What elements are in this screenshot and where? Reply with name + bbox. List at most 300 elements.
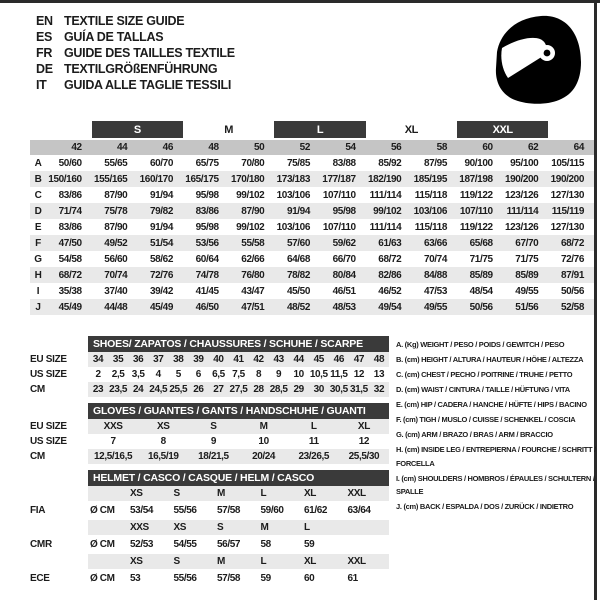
subtable-cell: M — [259, 421, 268, 432]
size-cell: 75/85 — [286, 157, 310, 169]
subtable-cell: 29 — [293, 384, 304, 395]
size-col-header: 50 — [254, 142, 265, 153]
size-cell: 119/122 — [459, 221, 493, 233]
size-cell: 115/118 — [414, 221, 447, 233]
subtable-row — [30, 419, 389, 434]
size-cell: 41/45 — [195, 285, 219, 297]
subtable-cell: 42 — [253, 354, 264, 365]
size-row-label: D — [34, 205, 42, 217]
subtable-cell: 31,5 — [349, 384, 368, 395]
size-cell: 76/80 — [241, 269, 265, 281]
size-cell: 91/94 — [286, 205, 310, 217]
helmet-unit-cell: Ø CM — [90, 505, 115, 516]
size-cell: 55/65 — [104, 157, 128, 169]
size-col-header: 64 — [573, 142, 584, 153]
helmet-value-cell: 57/58 — [217, 505, 241, 516]
subtable-cell: 7,5 — [232, 369, 245, 380]
helmet-size-cell: L — [304, 522, 310, 533]
size-cell: 55/58 — [241, 237, 265, 249]
size-cell: 83/86 — [58, 189, 82, 201]
size-cell: 62/66 — [241, 253, 265, 265]
size-cell: 95/98 — [195, 189, 219, 201]
subtable-cell: 27,5 — [229, 384, 248, 395]
subtable-cell: 45 — [313, 354, 324, 365]
subtable-row-body — [88, 419, 389, 434]
size-cell: 90/100 — [464, 157, 493, 169]
size-cell: 35/38 — [58, 285, 82, 297]
size-cell: 59/62 — [332, 237, 356, 249]
helmet-standard-label: FIA — [30, 505, 46, 516]
size-col-header: 44 — [117, 142, 128, 153]
subtable-cell: 43 — [273, 354, 284, 365]
size-col-header: 48 — [208, 142, 219, 153]
size-cell: 74/78 — [195, 269, 219, 281]
helmet-icon — [487, 12, 587, 108]
size-cell: 46/50 — [195, 301, 219, 313]
size-cell: 67/70 — [515, 237, 539, 249]
size-row — [30, 235, 594, 251]
size-cell: 58/62 — [149, 253, 173, 265]
size-cell: 95/100 — [510, 157, 539, 169]
size-cell: 85/89 — [515, 269, 539, 281]
size-cell: 51/56 — [515, 301, 539, 313]
size-cell: 123/126 — [504, 189, 539, 201]
size-col-header: 60 — [482, 142, 493, 153]
size-cell: 111/114 — [369, 189, 402, 201]
spacer — [30, 336, 88, 352]
legend — [396, 338, 596, 515]
size-cell: 65/75 — [195, 157, 219, 169]
helmet-size-cell: XXS — [130, 522, 149, 533]
helmet-value-cell: 55/56 — [173, 505, 197, 516]
subtable-cell: S — [210, 421, 217, 432]
size-cell: 127/130 — [550, 221, 584, 233]
subtable-cell: 16,5/19 — [147, 451, 179, 462]
helmet-sizes-body — [88, 554, 389, 569]
subtable-cell: 5 — [175, 369, 181, 380]
size-row-label: F — [35, 237, 41, 249]
helmet-standard-label: CMR — [30, 539, 52, 550]
subtable-row — [30, 367, 389, 382]
subtable-cell: 39 — [193, 354, 204, 365]
size-cell: 107/110 — [322, 189, 356, 201]
size-row — [30, 203, 594, 219]
subtable-row-label: CM — [30, 451, 45, 462]
language-code: ES — [36, 30, 53, 44]
spacer — [30, 486, 88, 501]
helmet-values-row — [30, 501, 389, 520]
size-cell: 50/56 — [560, 285, 584, 297]
size-cell: 107/110 — [459, 205, 493, 217]
helmet-size-cell: XXL — [347, 488, 366, 499]
subtable-cell: 47 — [353, 354, 365, 365]
subtable-cell: XXS — [103, 421, 123, 432]
size-cell: 150/160 — [48, 173, 82, 185]
size-row-label: E — [34, 221, 42, 233]
size-cell: 111/114 — [369, 221, 402, 233]
size-row-label: I — [36, 285, 40, 297]
helmet-value-cell: 52/53 — [130, 539, 154, 550]
helmet-value-cell: 58 — [260, 539, 271, 550]
subtable-cell: 7 — [110, 436, 116, 447]
helmet-values-body — [88, 569, 389, 588]
size-cell: 65/68 — [469, 237, 493, 249]
size-cell: 71/75 — [469, 253, 493, 265]
helmet-sizes-row — [30, 520, 389, 535]
helmet-sizes-row — [30, 486, 389, 501]
subtable-cell: 6 — [195, 369, 201, 380]
language-label: GUIDA ALLE TAGLIE TESSILI — [64, 78, 232, 92]
size-cell: 87/95 — [423, 157, 447, 169]
subtable-cell: 28 — [253, 384, 264, 395]
language-label: TEXTILE SIZE GUIDE — [64, 14, 185, 28]
size-cell: 83/88 — [332, 157, 356, 169]
size-cell: 64/68 — [286, 253, 310, 265]
helmet-size-cell: XS — [130, 556, 143, 567]
helmet-value-cell: 63/64 — [347, 505, 371, 516]
subtable-row-body — [88, 449, 389, 464]
subtable-cell: 11,5 — [330, 369, 348, 380]
helmet-value-cell: 53/54 — [130, 505, 154, 516]
size-cell: 49/54 — [378, 301, 402, 313]
subtable-cell: 44 — [293, 354, 304, 365]
subtable-cell: 4 — [155, 369, 161, 380]
helmet-size-cell: L — [260, 488, 267, 499]
helmet-unit-cell: Ø CM — [90, 539, 115, 550]
size-cell: 63/66 — [423, 237, 447, 249]
helmet-sizes-body — [88, 520, 389, 535]
size-cell: 103/106 — [413, 205, 447, 217]
helmet-size-cell: XS — [130, 488, 143, 499]
subtable-cell: L — [310, 421, 317, 432]
size-cell: 85/89 — [469, 269, 493, 281]
size-row — [30, 171, 594, 187]
size-cell: 83/86 — [195, 205, 219, 217]
size-cell: 115/118 — [414, 189, 447, 201]
language-list — [36, 13, 235, 93]
helmet-values-body — [88, 501, 389, 520]
size-cell: 52/58 — [560, 301, 584, 313]
subtable-cell: 46 — [333, 354, 344, 365]
language-code: DE — [36, 62, 53, 76]
subtable-cell: 12,5/16,5 — [94, 451, 133, 462]
size-row-label: A — [34, 157, 42, 169]
shoes-title-bar: SHOES/ ZAPATOS / CHAUSSURES / SCHUHE / SCARPE — [88, 336, 389, 352]
subtable-cell: 35 — [112, 354, 124, 365]
subtable-cell: 8 — [255, 369, 262, 380]
size-cell: 61/63 — [378, 237, 402, 249]
subtable-cell: 34 — [92, 354, 104, 365]
size-cell: 190/200 — [504, 173, 539, 185]
size-row — [30, 219, 594, 235]
size-cell: 49/55 — [423, 301, 447, 313]
subtable-cell: 25,5/30 — [348, 451, 380, 462]
subtable-row-body — [88, 434, 389, 449]
helmet-values-row — [30, 535, 389, 554]
size-row — [30, 155, 594, 171]
size-cell: 72/76 — [149, 269, 173, 281]
language-label: TEXTILGRÖßENFÜHRUNG — [64, 62, 218, 76]
size-cell: 37/40 — [104, 285, 128, 297]
size-cell: 84/88 — [423, 269, 447, 281]
size-cell: 57/60 — [286, 237, 310, 249]
helmet-value-cell: 56/57 — [217, 539, 241, 550]
size-cell: 87/90 — [241, 205, 265, 217]
size-columns-header — [30, 140, 594, 155]
helmet-size-cell: L — [260, 556, 267, 567]
size-cell: 54/58 — [58, 253, 82, 265]
language-code: IT — [36, 78, 47, 92]
size-row — [30, 283, 594, 299]
spacer — [30, 470, 88, 486]
size-cell: 46/51 — [332, 285, 356, 297]
size-cell: 170/180 — [230, 173, 265, 185]
size-cell: 103/106 — [276, 221, 310, 233]
size-cell: 103/106 — [276, 189, 310, 201]
size-col-header: 42 — [71, 142, 82, 153]
size-band: XXL — [457, 121, 548, 138]
size-col-header: 46 — [162, 142, 173, 153]
size-cell: 79/82 — [149, 205, 173, 217]
helmet-value-cell: 60 — [304, 573, 315, 584]
size-cell: 155/165 — [93, 173, 128, 185]
size-cell: 56/60 — [104, 253, 128, 265]
subtable-row-body — [88, 367, 389, 382]
size-col-header: 54 — [345, 142, 356, 153]
size-cell: 50/60 — [58, 157, 82, 169]
subtable-cell: 23/26,5 — [298, 451, 330, 462]
subtable-cell: 10 — [293, 369, 304, 380]
subtable-cell: 20/24 — [252, 451, 276, 462]
subtable-row — [30, 434, 389, 449]
helmet-sizes-body — [88, 486, 389, 501]
subtable-row-label: EU SIZE — [30, 421, 67, 432]
legend-item: B. (cm) HEIGHT / ALTURA / HAUTEUR / HÖHE / ALTEZZA — [396, 355, 584, 364]
spacer — [30, 554, 88, 569]
subtable-cell: 32 — [373, 384, 385, 395]
size-row-label: B — [34, 173, 42, 185]
language-row — [36, 45, 235, 61]
size-row — [30, 251, 594, 267]
size-cell: 48/52 — [286, 301, 310, 313]
subtable-cell: 9 — [210, 436, 216, 447]
subtable-cell: 36 — [132, 354, 144, 365]
subtable-cell: 8 — [160, 436, 166, 447]
subtable-cell: 30 — [313, 384, 324, 395]
subtable-cell: 23,5 — [109, 384, 128, 395]
legend-item: C. (cm) CHEST / PECHO / POITRINE / TRUHE / PETTO — [396, 370, 573, 379]
gloves-title-bar: GLOVES / GUANTES / GANTS / HANDSCHUHE / GUANTI — [88, 403, 389, 419]
language-code: EN — [36, 14, 53, 28]
size-cell: 45/50 — [286, 285, 310, 297]
size-cell: 177/187 — [322, 173, 356, 185]
size-cell: 99/102 — [236, 221, 265, 233]
shoes-table — [30, 336, 389, 397]
subtable-row-label: US SIZE — [30, 436, 67, 447]
subtable-row — [30, 352, 389, 367]
language-label: GUÍA DE TALLAS — [64, 30, 164, 44]
subtable-cell: 18/21,5 — [198, 451, 229, 462]
subtable-cell: XL — [357, 421, 370, 432]
top-border — [0, 0, 600, 3]
helmet-size-cell: M — [217, 556, 225, 567]
helmet-size-cell: S — [217, 522, 224, 533]
size-row — [30, 187, 594, 203]
helmet-title-bar: HELMET / CASCO / CASQUE / HELM / CASCO — [88, 470, 389, 486]
size-row — [30, 267, 594, 283]
subtable-cell: 41 — [233, 354, 244, 365]
language-code: FR — [36, 46, 53, 60]
size-cell: 47/51 — [241, 301, 265, 313]
subtable-cell: 38 — [173, 354, 184, 365]
size-cell: 190/200 — [550, 173, 584, 185]
helmet-value-cell: 54/55 — [173, 539, 197, 550]
subtable-cell: 9 — [276, 369, 282, 380]
size-band: M — [224, 123, 234, 136]
size-cell: 95/98 — [195, 221, 219, 233]
size-cell: 115/119 — [551, 205, 584, 217]
subtable-cell: 11 — [308, 436, 319, 447]
subtable-row — [30, 382, 389, 397]
size-cell: 185/195 — [413, 173, 447, 185]
subtable-cell: 6,5 — [212, 369, 225, 380]
helmet-unit-cell: Ø CM — [90, 573, 115, 584]
size-cell: 66/70 — [332, 253, 356, 265]
helmet-standard-label: ECE — [30, 573, 50, 584]
size-cell: 91/94 — [149, 221, 173, 233]
size-cell: 85/92 — [378, 157, 402, 169]
main-size-table — [30, 121, 594, 315]
size-cell: 75/78 — [104, 205, 128, 217]
size-cell: 47/50 — [58, 237, 82, 249]
subtable-row-label: EU SIZE — [30, 354, 67, 365]
size-cell: 70/74 — [104, 269, 128, 281]
language-label: GUIDE DES TAILLES TEXTILE — [64, 46, 235, 60]
size-cell: 47/53 — [423, 285, 447, 297]
size-cell: 70/80 — [241, 157, 265, 169]
spacer — [30, 403, 88, 419]
size-cell: 91/94 — [149, 189, 173, 201]
size-col-header: 62 — [528, 142, 539, 153]
helmet-value-cell: 53 — [130, 573, 141, 584]
subtable-cell: 24,5 — [149, 384, 168, 395]
size-cell: 48/53 — [332, 301, 356, 313]
size-cell: 71/75 — [515, 253, 539, 265]
size-cell: 53/56 — [195, 237, 219, 249]
size-cell: 45/49 — [149, 301, 173, 313]
subtable-cell: 2,5 — [111, 369, 125, 380]
helmet-size-cell: XS — [173, 522, 187, 533]
subtable-cell: 2 — [95, 369, 101, 380]
size-cell: 43/47 — [241, 285, 265, 297]
size-row-label: H — [34, 269, 42, 281]
size-cell: 51/54 — [149, 237, 173, 249]
subtable-cell: 27 — [213, 384, 224, 395]
subtable-cell: 13 — [373, 369, 385, 380]
helmet-size-cell: XL — [304, 556, 316, 567]
legend-item: D. (cm) WAIST / CINTURA / TAILLE / HÜFTUNG / VITA — [396, 385, 570, 394]
language-row — [36, 29, 235, 45]
size-cell: 44/48 — [104, 301, 128, 313]
helmet-values-body — [88, 535, 389, 554]
helmet-size-cell: M — [260, 522, 269, 533]
size-cell: 68/72 — [58, 269, 82, 281]
size-col-header: 58 — [436, 142, 447, 153]
helmet-sizes-row — [30, 554, 389, 569]
size-cell: 107/110 — [322, 221, 356, 233]
size-cell: 99/102 — [373, 205, 402, 217]
size-cell: 187/198 — [459, 173, 493, 185]
size-cell: 71/74 — [58, 205, 82, 217]
size-band-row — [30, 121, 594, 138]
size-cell: 87/90 — [104, 221, 128, 233]
helmet-size-cell: XXL — [347, 556, 366, 567]
spacer — [30, 520, 88, 535]
helmet-value-cell: 59 — [304, 539, 315, 550]
size-cell: 82/86 — [378, 269, 402, 281]
legend-item: E. (cm) HIP / CADERA / HANCHE / HÜFTE / HIPS / BACINO — [396, 400, 587, 409]
subtable-row-body — [88, 352, 389, 367]
size-cell: 160/170 — [139, 173, 173, 185]
subtable-row-label: CM — [30, 384, 45, 395]
subtable-cell: 3,5 — [131, 369, 145, 380]
size-cell: 80/84 — [332, 269, 356, 281]
subtable-cell: 10 — [258, 436, 269, 447]
helmet-value-cell: 59 — [260, 573, 271, 584]
subtable-row — [30, 449, 389, 464]
size-cell: 105/115 — [551, 157, 584, 169]
size-cell: 83/86 — [58, 221, 82, 233]
helmet-table — [30, 470, 389, 588]
helmet-size-cell: M — [217, 488, 225, 499]
subtable-row-body — [88, 382, 389, 397]
size-band: L — [274, 121, 365, 138]
size-cell: 49/52 — [104, 237, 128, 249]
language-row — [36, 13, 235, 29]
size-cell: 60/64 — [195, 253, 219, 265]
legend-item: F. (cm) TIGH / MUSLO / CUISSE / SCHENKEL / COSCIA — [396, 415, 576, 424]
helmet-value-cell: 61/62 — [304, 505, 328, 516]
subtable-cell: 23 — [92, 384, 104, 395]
size-cell: 78/82 — [286, 269, 310, 281]
size-cell: 165/175 — [185, 173, 219, 185]
language-row — [36, 61, 235, 77]
size-cell: 99/102 — [236, 189, 265, 201]
size-cell: 68/72 — [560, 237, 584, 249]
subtable-cell: 12 — [358, 436, 370, 447]
size-cell: 87/91 — [560, 269, 584, 281]
size-cell: 50/56 — [469, 301, 493, 313]
size-cell: 173/183 — [276, 173, 310, 185]
helmet-value-cell: 55/56 — [173, 573, 197, 584]
size-cell: 60/70 — [149, 157, 173, 169]
size-cell: 48/54 — [469, 285, 493, 297]
size-cell: 111/114 — [506, 205, 539, 217]
helmet-size-cell: S — [173, 556, 180, 567]
legend-item: G. (cm) ARM / BRAZO / BRAS / ARM / BRACCIO — [396, 430, 553, 439]
legend-item: I. (cm) SHOULDERS / HOMBROS / ÉPAULES / SCHULTERN / SPALLE — [396, 473, 595, 496]
size-row — [30, 299, 594, 315]
size-cell: 45/49 — [58, 301, 82, 313]
size-cell: 182/190 — [367, 173, 402, 185]
legend-item: A. (Kg) WEIGHT / PESO / POIDS / GEWITCH / PESO — [396, 340, 565, 349]
subtable-cell: 12 — [353, 369, 365, 380]
subtable-cell: 25,5 — [169, 384, 188, 395]
subtable-cell: 28,5 — [269, 384, 288, 395]
size-row-label: C — [34, 189, 42, 201]
subtable-cell: 30,5 — [329, 384, 348, 395]
helmet-value-cell: 59/60 — [260, 505, 284, 516]
